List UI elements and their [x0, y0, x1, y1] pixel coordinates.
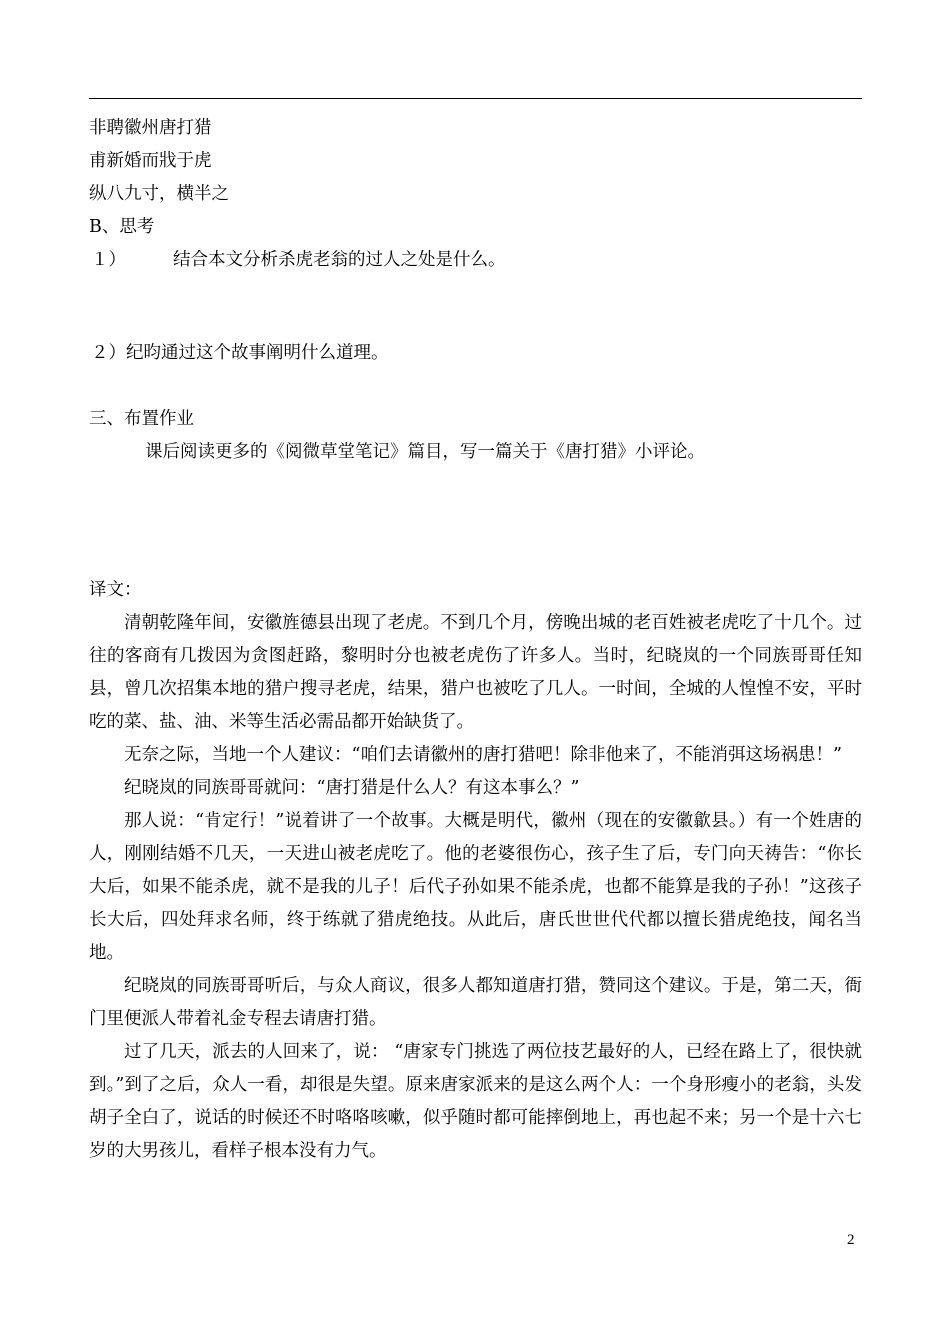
translation-paragraph: 纪晓岚的同族哥哥就问：“唐打猎是什么人？有这本事么？”: [124, 778, 580, 798]
translation-paragraph: 纪晓岚的同族哥哥听后，与众人商议，很多人都知道唐打猎，赞同这个建议。于是，第二天，衙门里便派人带着礼金专程去请唐打猎。: [89, 976, 862, 1029]
translation-heading: 译文：: [89, 580, 142, 600]
exercise-line: 纵八九寸，横半之: [89, 184, 229, 204]
translation-paragraph: 那人说：“肯定行！”说着讲了一个故事。大概是明代，徽州（现在的安徽歙县。）有一个姓唐的人，刚刚结婚不几天，一天进山被老虎吃了。他的老婆很伤心，孩子生了后，专门向天祷告：“你长大后，如果不能杀虎，就不是我的儿子！后代子孙如果不能杀虎，也都不能算是我的子孙！”这孩子长大后，四处拜求名师，终于练就了猎虎绝技。从此后，唐氏世世代代都以擅长猎虎绝技，闻名当地。: [89, 811, 862, 963]
header-rule: [89, 98, 862, 99]
question-1-text: 结合本文分析杀虎老翁的过人之处是什么。: [173, 250, 506, 270]
homework-text: 课后阅读更多的《阅微草堂笔记》篇目，写一篇关于《唐打猎》小评论。: [145, 442, 705, 462]
page-number: 2: [847, 1232, 855, 1248]
question-1: [89, 244, 862, 277]
question-1-number: １）: [91, 250, 126, 270]
page-content: [89, 112, 862, 1168]
question-2: ２）纪昀通过这个故事阐明什么道理。: [91, 343, 389, 363]
exercise-line: 非聘徽州唐打猎: [89, 118, 212, 138]
exercise-line: 甫新婚而戕于虎: [89, 151, 212, 171]
translation-paragraph: 过了几天，派去的人回来了，说： “唐家专门挑选了两位技艺最好的人，已经在路上了，很快就到。”到了之后，众人一看，却很是失望。原来唐家派来的是这么两个人：一个身形瘦小的老翁，头发胡子全白了，说话的时候还不时咯咯咳嗽，似乎随时都可能摔倒地上，再也起不来；另一个是十六七岁的大男孩儿，看样子根本没有力气。: [89, 1042, 862, 1161]
section-b-heading: B、思考: [89, 217, 155, 237]
translation-paragraph: 无奈之际，当地一个人建议：“咱们去请徽州的唐打猎吧！除非他来了，不能消弭这场祸患！”: [124, 745, 842, 765]
translation-paragraph: 清朝乾隆年间，安徽旌德县出现了老虎。不到几个月，傍晚出城的老百姓被老虎吃了十几个。过往的客商有几拨因为贪图赶路，黎明时分也被老虎伤了许多人。当时，纪晓岚的一个同族哥哥任知县，曾几次招集本地的猎户搜寻老虎，结果，猎户也被吃了几人。一时间，全城的人惶惶不安，平时吃的菜、盐、油、米等生活必需品都开始缺货了。: [89, 613, 862, 732]
homework-heading: 三、布置作业: [89, 409, 194, 429]
